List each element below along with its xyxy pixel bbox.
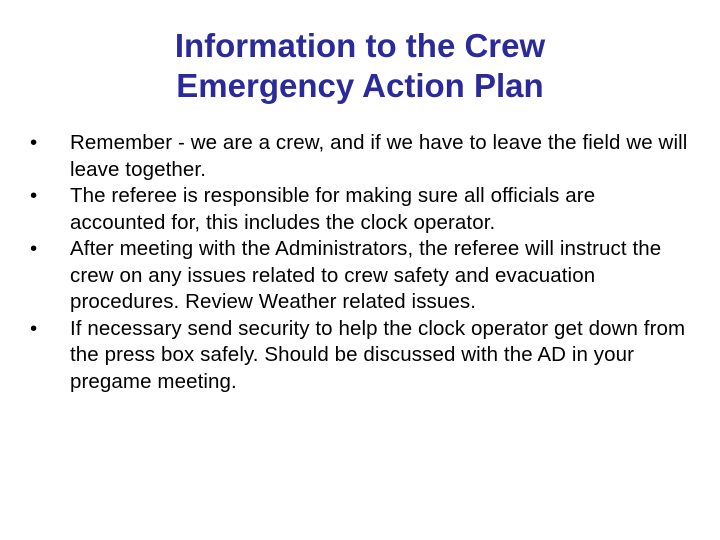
bullet-text: Remember - we are a crew, and if we have to leave the field we will leave together.	[70, 131, 688, 181]
bullet-icon: •	[30, 237, 38, 260]
bullet-text: The referee is responsible for making sure all officials are accounted for, this includes the clock operator.	[70, 184, 596, 234]
bullet-list	[30, 130, 688, 395]
title-line-1: Information to the Crew	[174, 27, 546, 64]
bullet-item-crew	[30, 130, 688, 183]
slide-title	[0, 26, 720, 106]
bullet-item-referee	[30, 183, 688, 236]
bullet-icon: •	[30, 316, 38, 340]
bullet-icon: •	[30, 184, 38, 207]
bullet-icon: •	[30, 131, 38, 154]
bullet-text: After meeting with the Administrators, the referee will instruct the crew on any issues related to crew safety and evacuation procedures. Review Weather related issues.	[70, 237, 662, 313]
bullet-item-administrators	[30, 236, 688, 316]
bullet-text: If necessary send security to help the clock operator get down from the press box safely. Should be discussed with the AD in your pregame meeting.	[70, 316, 686, 393]
title-line-2: Emergency Action Plan	[176, 67, 544, 104]
bullet-item-security	[30, 316, 688, 396]
